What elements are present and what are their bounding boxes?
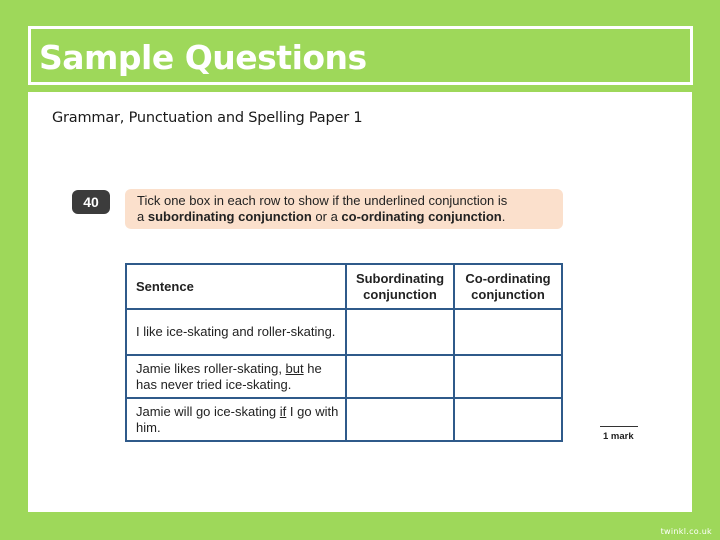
instruction-a: a [137, 209, 148, 224]
marks-label: 1 mark [603, 431, 634, 442]
table-row [126, 309, 562, 355]
header-coordinating: Co-ordinating conjunction [454, 264, 562, 309]
sentence-cell [126, 398, 346, 441]
sentence-text-before: Jamie will go ice-skating [136, 403, 280, 419]
table-row [126, 398, 562, 441]
header-subordinating: Subordinating conjunction [346, 264, 454, 309]
footer-credit: twinkl.co.uk [660, 527, 712, 536]
subordinating-tick-box[interactable] [346, 355, 454, 398]
table-row [126, 355, 562, 398]
answer-table [125, 263, 563, 442]
instruction-term-subordinating: subordinating conjunction [147, 209, 312, 224]
sentence-text: I like ice-skating and roller-skating. [136, 324, 336, 339]
table-header-row [126, 264, 562, 309]
title-bar [28, 26, 693, 85]
marks-divider [600, 426, 638, 427]
underlined-conjunction: if [279, 403, 287, 419]
sentence-text-before: Jamie likes roller-skating, [136, 360, 286, 376]
coordinating-tick-box[interactable] [454, 309, 562, 355]
subordinating-tick-box[interactable] [346, 398, 454, 441]
paper-subtitle: Grammar, Punctuation and Spelling Paper 1 [52, 110, 363, 126]
instruction-line1: Tick one box in each row to show if the underlined conjunction is [137, 193, 508, 208]
sentence-cell [126, 355, 346, 398]
coordinating-tick-box[interactable] [454, 398, 562, 441]
sentence-cell [126, 309, 346, 355]
sentence-text-after: I go with him. [136, 403, 339, 435]
subordinating-tick-box[interactable] [346, 309, 454, 355]
question-number-badge: 40 [72, 190, 110, 214]
content-panel [28, 92, 692, 512]
sentence-text-after: he has never tried ice-skating. [136, 360, 322, 392]
header-sentence: Sentence [126, 264, 346, 309]
question-instruction [125, 189, 563, 229]
instruction-term-coordinating: co-ordinating conjunction [341, 209, 502, 224]
instruction-or: or a [311, 209, 342, 224]
coordinating-tick-box[interactable] [454, 355, 562, 398]
instruction-end: . [501, 209, 506, 224]
underlined-conjunction: but [285, 360, 304, 376]
page-title: Sample Questions [39, 38, 367, 77]
